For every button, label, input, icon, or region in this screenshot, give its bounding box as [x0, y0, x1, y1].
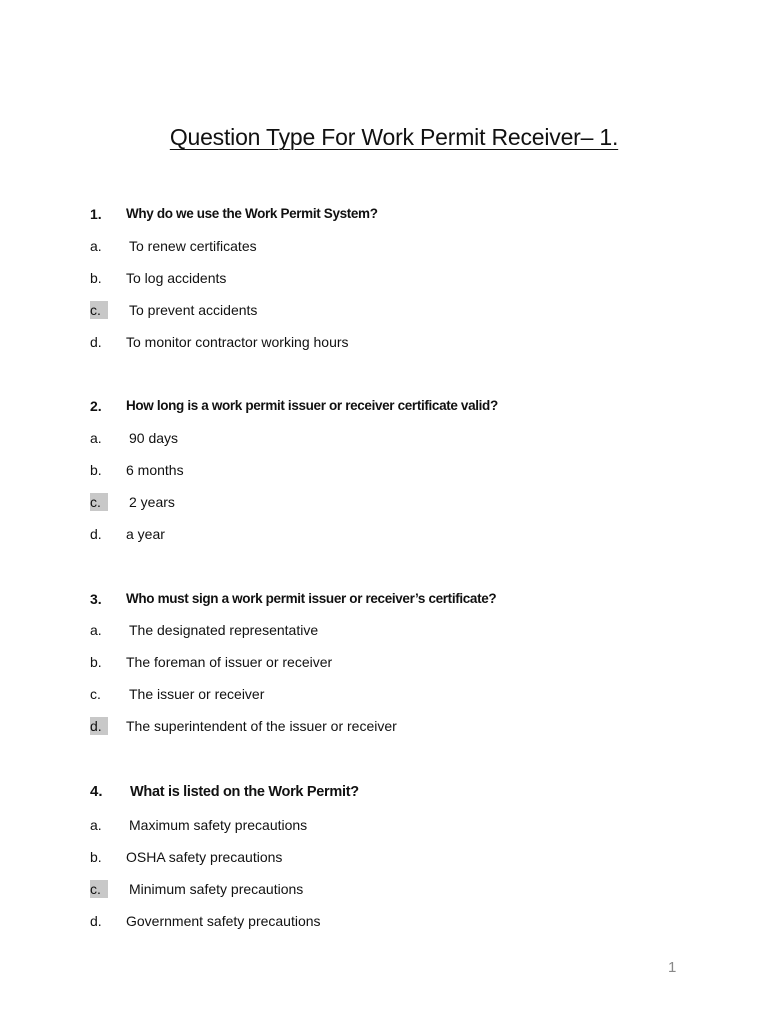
question-text: What is listed on the Work Permit? — [130, 784, 359, 800]
option-letter: d. — [90, 913, 102, 929]
option-letter: b. — [90, 654, 102, 670]
option-text: The foreman of issuer or receiver — [126, 654, 333, 670]
option-text: The issuer or receiver — [129, 686, 265, 702]
option-text: Government safety precautions — [126, 913, 321, 929]
option-text: Minimum safety precautions — [129, 881, 304, 897]
question-number: 1. — [90, 206, 102, 222]
option-letter-highlighted: c. — [90, 301, 108, 319]
option-text: To log accidents — [126, 270, 227, 286]
question-text: Why do we use the Work Permit System? — [126, 206, 378, 221]
question-number: 3. — [90, 591, 102, 607]
option-letter: a. — [90, 817, 102, 833]
option-text: The designated representative — [129, 622, 319, 638]
page-title: Question Type For Work Permit Receiver– 1. — [169, 124, 619, 150]
question-text: How long is a work permit issuer or receiver certificate valid? — [126, 398, 498, 413]
option-text: The superintendent of the issuer or receiver — [126, 718, 397, 734]
question-number: 4. — [90, 783, 103, 800]
option-letter: d. — [90, 334, 102, 350]
option-letter: d. — [90, 526, 102, 542]
option-letter: a. — [90, 430, 102, 446]
option-letter-highlighted: c. — [90, 880, 108, 898]
option-text: Maximum safety precautions — [129, 817, 308, 833]
option-text: OSHA safety precautions — [126, 849, 283, 865]
option-text: 6 months — [126, 462, 184, 478]
option-text: 90 days — [129, 430, 179, 446]
option-letter-highlighted: d. — [90, 717, 108, 735]
option-letter-highlighted: c. — [90, 493, 108, 511]
option-letter: c. — [90, 686, 101, 702]
page-number: 1 — [668, 959, 677, 976]
option-text: 2 years — [129, 494, 175, 510]
option-letter: b. — [90, 462, 102, 478]
option-text: a year — [126, 526, 165, 542]
option-letter: b. — [90, 849, 102, 865]
question-text: Who must sign a work permit issuer or receiver’s certificate? — [126, 591, 497, 606]
option-text: To prevent accidents — [129, 302, 258, 318]
option-letter: a. — [90, 238, 102, 254]
question-number: 2. — [90, 398, 102, 414]
option-letter: b. — [90, 270, 102, 286]
option-text: To monitor contractor working hours — [126, 334, 349, 350]
option-text: To renew certificates — [129, 238, 257, 254]
option-letter: a. — [90, 622, 102, 638]
